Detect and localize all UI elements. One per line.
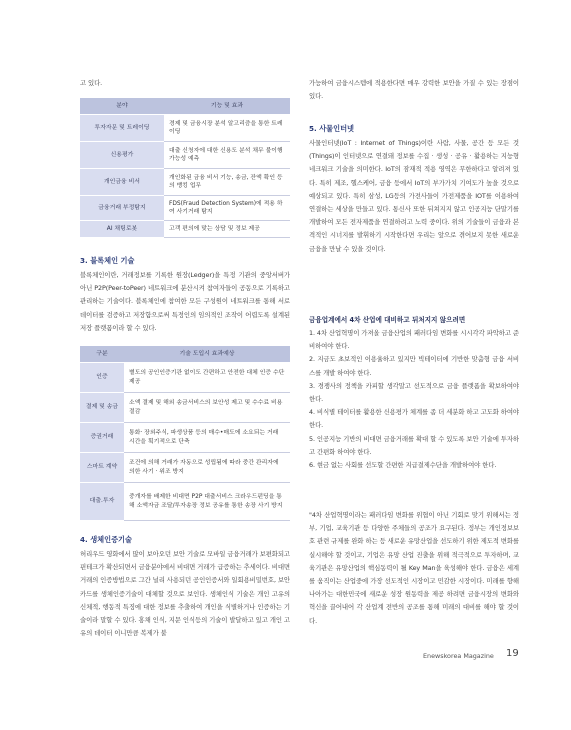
table-cell-key: 증권거래 — [80, 423, 124, 453]
table-header-row — [80, 98, 290, 115]
list-item: 1. 4차 산업혁명이 가져올 금융산업의 패러다임 변화를 시시각각 파악하고 준비하여야 한다. — [309, 329, 519, 351]
table-cell-key: 금융거래 부정탐지 — [80, 196, 164, 221]
table-header-cell: 기술 도입시 효과예상 — [124, 346, 290, 363]
table-cell-value: 중개자를 배제한 비대면 P2P 대출서비스 크라우드펀딩을 통해 소액자금 조달/투자송장 정보 공유를 통한 송장 사기 방지 — [124, 483, 290, 521]
page-number: 19 — [506, 648, 519, 659]
table-header-cell: 기능 및 효과 — [164, 98, 290, 115]
list-item: 4. 비식별 테이터를 활용한 신용평가 체계를 좀 더 세분화 하고 고도화 하여야 한다. — [309, 408, 519, 430]
table-row — [80, 393, 290, 423]
blockchain-effects-table — [80, 346, 290, 521]
table-header-row — [80, 346, 290, 363]
table-cell-key: AI 채팅로봇 — [80, 221, 164, 238]
table-cell-key: 결제 및 송금 — [80, 393, 124, 423]
section-body: 허리우드 영화에서 많이 보아오던 보안 기술로 모바일 금융거래가 보편화되고 핀테크가 확산되면서 금융분야에서 비대면 거래가 급증하는 추세이다. 비대면거래의 인증방법으로 그간 널리 사용되던 공인인증서와 일회용비밀번호, 보안 카드를 생체인증기술이 대체할 것으로 보인다. 생체인식 기술은 개인 고유의 신체적, 행동적 특징에 대한 정보를 추출하여 개인을 식별하거나 인증하는 기술이라 말할 수 있다. 홍채 인식, 지문 인식등의 기술이 발달하고 있고 개인 고유의 데이터 이니만큼 복제가 불 — [80, 550, 290, 638]
table-row — [80, 483, 290, 521]
table-row — [80, 423, 290, 453]
section-heading: 3. 블록체인 기술 — [80, 256, 135, 265]
list-item: 5. 인공지능 기반의 비대면 금융거래를 확대 할 수 있도록 보안 기술에 투자하고 간편화 하여야 한다. — [309, 434, 519, 456]
table-row — [80, 169, 290, 196]
table-cell-value: 별도의 공인인증기관 없이도 간편하고 안전한 대체 인증 수단 제공 — [124, 363, 290, 393]
table-cell-key: 인증 — [80, 363, 124, 393]
table-row — [80, 142, 290, 169]
table-row — [80, 221, 290, 238]
list-item: 6. 현금 없는 사회를 선도할 간편한 지급결제수단을 개발하여야 한다. — [309, 461, 497, 470]
list-item: 2. 지금도 초보적인 이용율하고 있지만 빅테이터에 기반한 맞춤형 금융 서비스를 개발 하여야 한다. — [309, 355, 519, 377]
table-cell-key: 투자자문 및 트레이딩 — [80, 115, 164, 142]
table-cell-value: FDS(Fraud Detection System)에 적용 하여 사기거래 탐지 — [164, 196, 290, 221]
section-body: 블록체인이란, 거래정보를 기록한 원장(Ledger)을 특정 기관의 중앙서버가 아닌 P2P(Peer-toPeer) 네트워크에 분산시켜 참여자들이 공동으로 기록하고 관리하는 기술이다. 블록체인에 참여한 모든 구성원이 네트워크를 통해 서로 데이터를 검증하고 저장함으로써 특정인의 임의적인 조작이 어렵도록 설계된 저장 플랫폼이라 할 수 있다. — [80, 271, 290, 332]
table-cell-value: 대출 신청자에 대한 신용도 분석 채무 불이행 가능성 예측 — [164, 142, 290, 169]
table-cell-value: 조건에 의해 거래가 자동으로 성립됨에 따라 중간 관리자에 의한 사기 · 위조 방지 — [124, 453, 290, 483]
table-cell-value: 경제 및 금융시장 분석 알고리즘을 통한 트레이딩 — [164, 115, 290, 142]
table-header-cell: 분야 — [80, 98, 164, 115]
table-cell-value: 개인화된 금융 비서 기능, 송금, 잔액 확인 등의 뱅킹 업무 — [164, 169, 290, 196]
intro-text: 고 있다. — [80, 79, 103, 87]
table-row — [80, 453, 290, 483]
table-cell-value: 고객 편의에 맞는 상담 및 정보 제공 — [164, 221, 290, 238]
section-heading: 5. 사물인터넷 — [309, 124, 354, 133]
table-row — [80, 115, 290, 142]
table-cell-key: 개인금융 비서 — [80, 169, 164, 196]
table-cell-key: 신용평가 — [80, 142, 164, 169]
subheading: 금융업계에서 4차 산업에 대비하고 뒤처지지 않으려면 — [309, 316, 466, 324]
table-cell-key: 대출.투자 — [80, 483, 124, 521]
table-cell-key: 스마트 계약 — [80, 453, 124, 483]
continued-text: 가능하여 금융시스템에 적용한다면 매우 강력한 보안을 가질 수 있는 장점이 있다. — [309, 79, 519, 101]
quote-paragraph: "4차 산업혁명이라는 패러다임 변화를 위협이 아닌 기회로 맞기 위해서는 정부, 기업, 교육기관 등 다양한 주체들의 공조가 요구된다. 정부는 개인정보보호 관련 규제를 완화 하는 등 새로운 유망산업을 선도하기 위한 제도적 변화를 실시해야 할 것이고, 기업은 유망 산업 진출을 위해 적극적으로 투자하며, 교육기관은 유망산업의 핵심동력이 될 Key Man을 육성해야 한다. 금융은 세계를 움직이는 산업중에 가장 선도적인 시장이고 민감한 시장이다. 미래를 향해 나아가는 대한민국에 새로운 성장 원동력을 제공 하려면 금융시장의 변화와 혁신을 끌어내어 각 산업계 전반의 공조를 통해 미래의 대비를 해야 할 것이다. — [309, 511, 519, 625]
table-cell-value: 소액 결제 및 해외 송금서비스의 보안성 제고 및 수수료 비용 절감 — [124, 393, 290, 423]
table-header-cell: 구분 — [80, 346, 124, 363]
magazine-name: Enewskorea Magazine — [423, 652, 494, 660]
table-row — [80, 196, 290, 221]
action-list — [309, 327, 519, 472]
table-row — [80, 363, 290, 393]
list-item: 3. 경쟁사의 정책을 카피할 생각말고 선도적으로 금융 플랫폼을 확보하여야 한다. — [309, 381, 519, 404]
table-cell-value: 통화· 장외주식, 파생상품 등의 매수•매도에 소요되는 거래 시간을 획기적으로 단축 — [124, 423, 290, 453]
ai-application-table — [80, 98, 290, 238]
section-body: 사물인터넷(IoT : Internet of Things)이란 사람, 사물, 공간 등 모든 것(Things)이 인터넷으로 연결돼 정보를 수집 · 생성 · 공유 · 활용하는 지능형 네크워크 기술을 의미한다. IoT의 잠재적 적용 영역은 무한하다고 알려져 있다. 특히 제조, 헬스케어, 금융 등에서 IoT의 부가가치 기여도가 높을 것으로 예상되고 있다. 특히 삼성, LG등의 가전사들이 가전제품을 IOT를 이용하여 연결하는 세상을 만들고 있다. 통신사 또한 뒤쳐지지 않고 인공지능 단말기를 개발하여 모든 전자제품을 연결하려고 노력 중이다. 위의 기술들이 금융과 본격적인 시너지를 발휘하기 시작한다면 우리는 앞으로 겪어보지 못한 새로운 금융을 만날 수 있을 것이다. — [309, 139, 519, 253]
section-heading: 4. 생체인증기술 — [80, 535, 132, 544]
